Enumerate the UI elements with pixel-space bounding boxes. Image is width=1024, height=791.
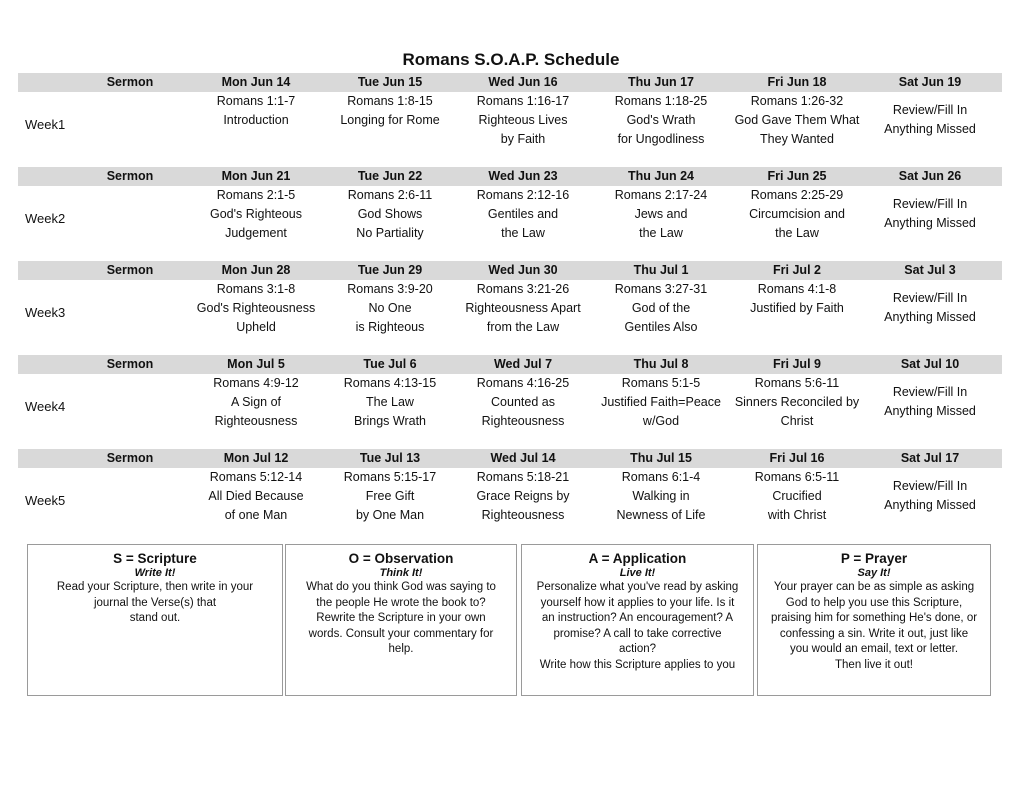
reading-cell bbox=[453, 374, 593, 431]
week-block bbox=[18, 73, 1002, 153]
reading-theme-line: Crucified bbox=[772, 489, 822, 503]
day-header: Sat Jun 26 bbox=[898, 169, 962, 183]
reading-cell bbox=[722, 468, 872, 525]
reading-theme-line: Righteousness bbox=[214, 414, 298, 428]
week-label: Week2 bbox=[25, 211, 66, 226]
reading-passage: Romans 5:1-5 bbox=[621, 376, 701, 390]
reading-passage: Romans 2:17-24 bbox=[614, 188, 708, 202]
box-description-line: yourself how it applies to your life. Is it bbox=[540, 596, 735, 609]
reading-passage: Romans 2:1-5 bbox=[216, 188, 296, 202]
review-text-line: Anything Missed bbox=[884, 498, 976, 512]
reading-passage: Romans 2:12-16 bbox=[476, 188, 570, 202]
reading-cell bbox=[330, 468, 450, 525]
reading-cell bbox=[453, 468, 593, 525]
reading-cell bbox=[330, 186, 450, 243]
reading-theme-line: Counted as bbox=[491, 395, 555, 409]
box-description bbox=[28, 580, 282, 627]
reading-passage: Romans 3:27-31 bbox=[614, 282, 708, 296]
reading-passage: Romans 3:1-8 bbox=[216, 282, 296, 296]
reading-theme-line: Newness of Life bbox=[616, 508, 706, 522]
review-text-line: Review/Fill In bbox=[892, 385, 968, 399]
week-block bbox=[18, 355, 1002, 435]
reading-passage: Romans 1:1-7 bbox=[216, 94, 296, 108]
reading-theme-line: No Partiality bbox=[356, 226, 424, 240]
reading-theme-line: Brings Wrath bbox=[353, 414, 426, 428]
box-description-line: God to help you use this Scripture, bbox=[785, 596, 963, 609]
day-header: Fri Jul 9 bbox=[773, 357, 821, 371]
reading-theme-line: Upheld bbox=[236, 320, 276, 334]
reading-cell bbox=[330, 92, 450, 130]
reading-passage: Romans 5:12-14 bbox=[209, 470, 303, 484]
reading-passage: Romans 1:26-32 bbox=[750, 94, 844, 108]
reading-passage: Romans 4:13-15 bbox=[343, 376, 437, 390]
week-block bbox=[18, 261, 1002, 341]
reading-cell bbox=[186, 186, 326, 243]
day-header: Thu Jun 24 bbox=[628, 169, 694, 183]
reading-passage: Romans 1:16-17 bbox=[476, 94, 570, 108]
day-header: Sat Jul 17 bbox=[900, 451, 960, 465]
reading-cell bbox=[591, 186, 731, 243]
reading-cell bbox=[186, 374, 326, 431]
reading-theme-line: Grace Reigns by bbox=[476, 489, 570, 503]
box-title: S = Scripture bbox=[113, 551, 197, 566]
reading-theme-line: Sinners Reconciled by bbox=[734, 395, 860, 409]
reading-passage: Romans 4:9-12 bbox=[213, 376, 299, 390]
day-header: Sat Jun 19 bbox=[898, 75, 962, 89]
day-header: Tue Jun 22 bbox=[357, 169, 423, 183]
reading-theme-line: Jews and bbox=[634, 207, 688, 221]
week-label: Week3 bbox=[25, 305, 66, 320]
week-label: Week4 bbox=[25, 399, 66, 414]
box-description-line: Rewrite the Scripture in your own bbox=[316, 612, 486, 624]
review-cell bbox=[870, 383, 990, 421]
box-description-line: Write how this Scripture applies to you bbox=[539, 658, 736, 671]
box-description-line: confessing a sin. Write it out, just like bbox=[779, 627, 969, 640]
day-header: Fri Jun 18 bbox=[767, 75, 827, 89]
day-header: Fri Jun 25 bbox=[767, 169, 827, 183]
reading-theme-line: Righteous Lives bbox=[478, 113, 568, 127]
review-text-line: Anything Missed bbox=[884, 216, 976, 230]
box-subtitle: Live It! bbox=[619, 567, 656, 579]
reading-theme-line: of one Man bbox=[224, 508, 288, 522]
day-header: Tue Jun 29 bbox=[357, 263, 423, 277]
box-description-line: help. bbox=[388, 643, 414, 655]
reading-cell bbox=[453, 280, 593, 337]
sermon-header: Sermon bbox=[106, 451, 154, 465]
box-description-line: you would an email, text or letter. bbox=[789, 643, 959, 655]
reading-passage: Romans 6:5-11 bbox=[754, 470, 840, 484]
day-header: Thu Jul 15 bbox=[630, 451, 692, 465]
day-header: Wed Jun 23 bbox=[488, 169, 558, 183]
reading-theme-line: w/God bbox=[642, 414, 680, 428]
box-title: P = Prayer bbox=[840, 551, 908, 566]
day-header: Tue Jul 6 bbox=[363, 357, 417, 371]
day-header: Sat Jul 3 bbox=[904, 263, 956, 277]
box-description-line: words. Consult your commentary for bbox=[308, 627, 494, 640]
reading-passage: Romans 5:6-11 bbox=[754, 376, 840, 390]
reading-cell bbox=[186, 468, 326, 525]
reading-cell bbox=[591, 280, 731, 337]
box-subtitle: Say It! bbox=[857, 567, 891, 579]
reading-theme-line: by One Man bbox=[355, 508, 425, 522]
day-header: Wed Jun 16 bbox=[488, 75, 558, 89]
box-description bbox=[758, 580, 990, 673]
reading-theme-line: the Law bbox=[639, 226, 683, 240]
box-title: A = Application bbox=[588, 551, 687, 566]
day-header: Thu Jul 8 bbox=[633, 357, 689, 371]
reading-passage: Romans 3:9-20 bbox=[347, 282, 433, 296]
reading-theme-line: Righteousness bbox=[481, 508, 565, 522]
reading-theme-line: Righteousness Apart bbox=[465, 301, 581, 315]
reading-theme-line: Gentiles Also bbox=[624, 320, 698, 334]
reading-theme-line: God Shows bbox=[357, 207, 423, 221]
sermon-header: Sermon bbox=[106, 357, 154, 371]
review-text-line: Anything Missed bbox=[884, 310, 976, 324]
reading-theme-line: God's Righteousness bbox=[196, 301, 316, 315]
day-header: Fri Jul 2 bbox=[773, 263, 821, 277]
reading-theme-line: Circumcision and bbox=[749, 207, 845, 221]
box-subtitle: Think It! bbox=[379, 567, 423, 579]
reading-cell bbox=[722, 280, 872, 318]
reading-cell bbox=[453, 186, 593, 243]
box-description-line: Personalize what you've read by asking bbox=[536, 581, 739, 593]
box-description-line: promise? A call to take corrective bbox=[553, 627, 722, 640]
reading-passage: Romans 1:8-15 bbox=[347, 94, 433, 108]
prayer-box bbox=[757, 544, 991, 696]
review-text-line: Review/Fill In bbox=[892, 291, 968, 305]
reading-theme-line: Righteousness bbox=[481, 414, 565, 428]
reading-cell bbox=[591, 92, 731, 149]
reading-passage: Romans 1:18-25 bbox=[614, 94, 708, 108]
reading-theme-line: God's Wrath bbox=[626, 113, 696, 127]
day-header: Sat Jul 10 bbox=[900, 357, 960, 371]
box-description-line: the people He wrote the book to? bbox=[316, 596, 486, 609]
reading-cell bbox=[591, 374, 731, 431]
reading-passage: Romans 4:16-25 bbox=[476, 376, 570, 390]
reading-theme-line: They Wanted bbox=[760, 132, 834, 146]
reading-passage: Romans 4:1-8 bbox=[757, 282, 837, 296]
box-description-line: What do you think God was saying to bbox=[306, 581, 496, 593]
box-description-line: Read your Scripture, then write in your bbox=[56, 581, 254, 593]
observation-box bbox=[285, 544, 517, 696]
reading-passage: Romans 2:25-29 bbox=[750, 188, 844, 202]
sermon-header: Sermon bbox=[106, 75, 154, 89]
box-subtitle: Write It! bbox=[134, 567, 176, 579]
box-description-line: journal the Verse(s) that bbox=[93, 596, 217, 609]
day-header: Thu Jul 1 bbox=[633, 263, 689, 277]
reading-cell bbox=[591, 468, 731, 525]
box-description bbox=[286, 580, 516, 658]
box-description-line: stand out. bbox=[129, 612, 181, 624]
sermon-header: Sermon bbox=[106, 263, 154, 277]
box-description-line: Then live it out! bbox=[835, 658, 913, 671]
reading-theme-line: Longing for Rome bbox=[340, 113, 440, 127]
review-text-line: Review/Fill In bbox=[892, 197, 968, 211]
day-header: Mon Jun 14 bbox=[221, 75, 291, 89]
reading-theme-line: is Righteous bbox=[355, 320, 425, 334]
reading-cell bbox=[186, 92, 326, 130]
reading-theme-line: A Sign of bbox=[230, 395, 282, 409]
sermon-header: Sermon bbox=[106, 169, 154, 183]
reading-cell bbox=[722, 92, 872, 149]
box-description-line: an instruction? An encouragement? A bbox=[541, 612, 734, 624]
reading-theme-line: Justified Faith=Peace bbox=[601, 395, 721, 409]
reading-theme-line: from the Law bbox=[486, 320, 560, 334]
week-block bbox=[18, 449, 1002, 529]
reading-theme-line: the Law bbox=[501, 226, 545, 240]
reading-theme-line: Walking in bbox=[632, 489, 690, 503]
reading-theme-line: God's Righteous bbox=[209, 207, 303, 221]
box-description bbox=[522, 580, 753, 673]
reading-theme-line: Introduction bbox=[223, 113, 289, 127]
week-label: Week5 bbox=[25, 493, 66, 508]
reading-cell bbox=[722, 374, 872, 431]
day-header: Tue Jul 13 bbox=[359, 451, 421, 465]
day-header: Mon Jun 21 bbox=[221, 169, 291, 183]
week-block bbox=[18, 167, 1002, 247]
day-header: Thu Jun 17 bbox=[628, 75, 694, 89]
reading-theme-line: Gentiles and bbox=[487, 207, 559, 221]
reading-passage: Romans 6:1-4 bbox=[621, 470, 701, 484]
review-cell bbox=[870, 477, 990, 515]
review-cell bbox=[870, 101, 990, 139]
page-title: Romans S.O.A.P. Schedule bbox=[402, 50, 620, 69]
box-description-line: action? bbox=[618, 643, 657, 655]
reading-cell bbox=[330, 374, 450, 431]
review-text-line: Anything Missed bbox=[884, 404, 976, 418]
week-label: Week1 bbox=[25, 117, 66, 132]
reading-theme-line: No One bbox=[368, 301, 412, 315]
application-box bbox=[521, 544, 754, 696]
day-header: Wed Jul 14 bbox=[490, 451, 556, 465]
reading-theme-line: God Gave Them What bbox=[734, 113, 860, 127]
reading-theme-line: with Christ bbox=[767, 508, 827, 522]
reading-theme-line: God of the bbox=[631, 301, 691, 315]
reading-cell bbox=[722, 186, 872, 243]
day-header: Tue Jun 15 bbox=[357, 75, 423, 89]
day-header: Mon Jul 5 bbox=[227, 357, 285, 371]
reading-cell bbox=[186, 280, 326, 337]
day-header: Mon Jun 28 bbox=[221, 263, 291, 277]
day-header: Wed Jul 7 bbox=[493, 357, 553, 371]
review-cell bbox=[870, 195, 990, 233]
scripture-box bbox=[27, 544, 283, 696]
reading-theme-line: by Faith bbox=[500, 132, 546, 146]
review-text-line: Review/Fill In bbox=[892, 103, 968, 117]
reading-theme-line: Christ bbox=[780, 414, 814, 428]
review-text-line: Review/Fill In bbox=[892, 479, 968, 493]
reading-passage: Romans 3:21-26 bbox=[476, 282, 570, 296]
box-title: O = Observation bbox=[348, 551, 454, 566]
reading-theme-line: Justified by Faith bbox=[750, 301, 844, 315]
reading-cell bbox=[330, 280, 450, 337]
day-header: Mon Jul 12 bbox=[223, 451, 289, 465]
reading-passage: Romans 5:18-21 bbox=[476, 470, 570, 484]
reading-theme-line: the Law bbox=[775, 226, 819, 240]
reading-theme-line: Free Gift bbox=[365, 489, 415, 503]
box-description-line: Your prayer can be as simple as asking bbox=[773, 581, 975, 593]
day-header: Fri Jul 16 bbox=[769, 451, 825, 465]
reading-passage: Romans 5:15-17 bbox=[343, 470, 437, 484]
day-header: Wed Jun 30 bbox=[488, 263, 558, 277]
reading-theme-line: Judgement bbox=[225, 226, 287, 240]
review-cell bbox=[870, 289, 990, 327]
reading-cell bbox=[453, 92, 593, 149]
reading-passage: Romans 2:6-11 bbox=[347, 188, 433, 202]
reading-theme-line: for Ungodliness bbox=[617, 132, 705, 146]
reading-theme-line: The Law bbox=[366, 395, 414, 409]
review-text-line: Anything Missed bbox=[884, 122, 976, 136]
reading-theme-line: All Died Because bbox=[208, 489, 304, 503]
box-description-line: praising him for something He's done, or bbox=[770, 612, 978, 624]
